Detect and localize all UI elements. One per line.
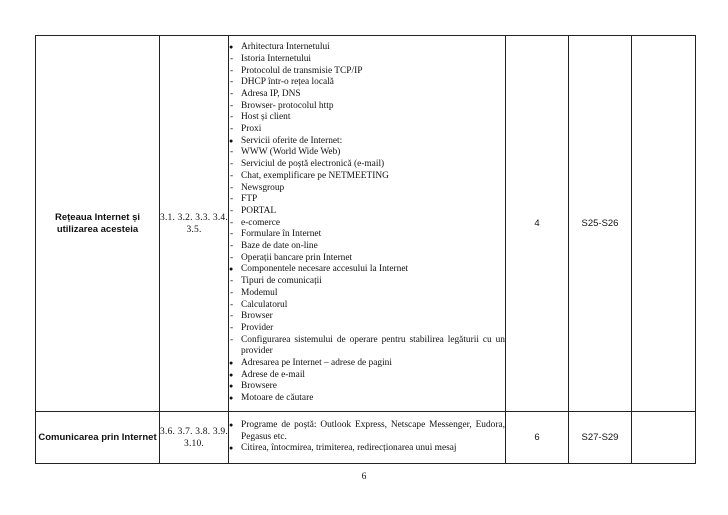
sub-item: - Browser- protocolul http: [229, 101, 505, 113]
bullet-item: ● Componentele necesare accesului la Internet: [229, 264, 505, 276]
curriculum-table: [35, 35, 696, 464]
bullet-item: ● Citirea, întocmirea, trimiterea, redirecționarea unui mesaj: [229, 443, 505, 455]
unit-title-cell: [36, 412, 160, 464]
week-cell: [569, 412, 632, 464]
sub-item: - Proxi: [229, 124, 505, 136]
bullet-item: ● Motoare de căutare: [229, 393, 505, 405]
sub-item: - Istoria Internetului: [229, 54, 505, 66]
sub-item: - Chat, exemplificare pe NETMEETING: [229, 171, 505, 183]
hours: 6: [534, 432, 540, 443]
competences-cell: [160, 412, 229, 464]
sub-item: - Browser: [229, 311, 505, 323]
competences-cell: [160, 36, 229, 412]
bullet-item: ● Adresarea pe Internet – adrese de pagini: [229, 358, 505, 370]
table-row: [36, 36, 696, 412]
content-cell: [229, 412, 506, 464]
sub-item: - Baze de date on-line: [229, 241, 505, 253]
sub-item: - FTP: [229, 194, 505, 206]
sub-item: - Modemul: [229, 288, 505, 300]
bullet-item: ● Servicii oferite de Internet:: [229, 136, 505, 148]
sub-item: - e-comerce: [229, 218, 505, 230]
sub-item: - Host și client: [229, 112, 505, 124]
sub-item: - Serviciul de poștă electronică (e-mail): [229, 159, 505, 171]
bullet-item: ● Arhitectura Internetului: [229, 42, 505, 54]
page-number: 6: [361, 472, 367, 482]
sub-item: - Adresa IP, DNS: [229, 89, 505, 101]
content-cell: [229, 36, 506, 412]
table-row: [36, 412, 696, 464]
sub-item: - PORTAL: [229, 206, 505, 218]
content-list: [229, 42, 505, 405]
competences: 3.1. 3.2. 3.3. 3.4. 3.5.: [160, 212, 228, 235]
sub-item: - Calculatorul: [229, 300, 505, 312]
hours: 4: [534, 218, 540, 229]
competences: 3.6. 3.7. 3.8. 3.9. 3.10.: [160, 426, 228, 449]
content-list: [229, 420, 505, 455]
observations-cell: [632, 36, 696, 412]
bullet-item: ● Browsere: [229, 381, 505, 393]
sub-item: - Provider: [229, 323, 505, 335]
hours-cell: [506, 36, 569, 412]
week-cell: [569, 36, 632, 412]
bullet-item: ● Programe de poștă: Outlook Express, Netscape Messenger, Eudora, Pegasus etc.: [229, 420, 505, 443]
hours-cell: [506, 412, 569, 464]
week: S25-S26: [581, 218, 619, 229]
sub-item: - Protocolul de transmisie TCP/IP: [229, 66, 505, 78]
unit-title: Rețeaua Internet și utilizarea acesteia: [55, 211, 140, 235]
unit-title-cell: [36, 36, 160, 412]
unit-title: Comunicarea prin Internet: [38, 431, 157, 443]
week: S27-S29: [581, 432, 619, 443]
sub-item: - Configurarea sistemului de operare pentru stabilirea legăturii cu un provider: [229, 335, 505, 358]
sub-item: - Newsgroup: [229, 183, 505, 195]
sub-item: - Operații bancare prin Internet: [229, 253, 505, 265]
sub-item: - Tipuri de comunicații: [229, 276, 505, 288]
sub-item: - DHCP într-o rețea locală: [229, 77, 505, 89]
bullet-item: ● Adrese de e-mail: [229, 370, 505, 382]
sub-item: - Formulare în Internet: [229, 229, 505, 241]
observations-cell: [632, 412, 696, 464]
sub-item: - WWW (World Wide Web): [229, 147, 505, 159]
